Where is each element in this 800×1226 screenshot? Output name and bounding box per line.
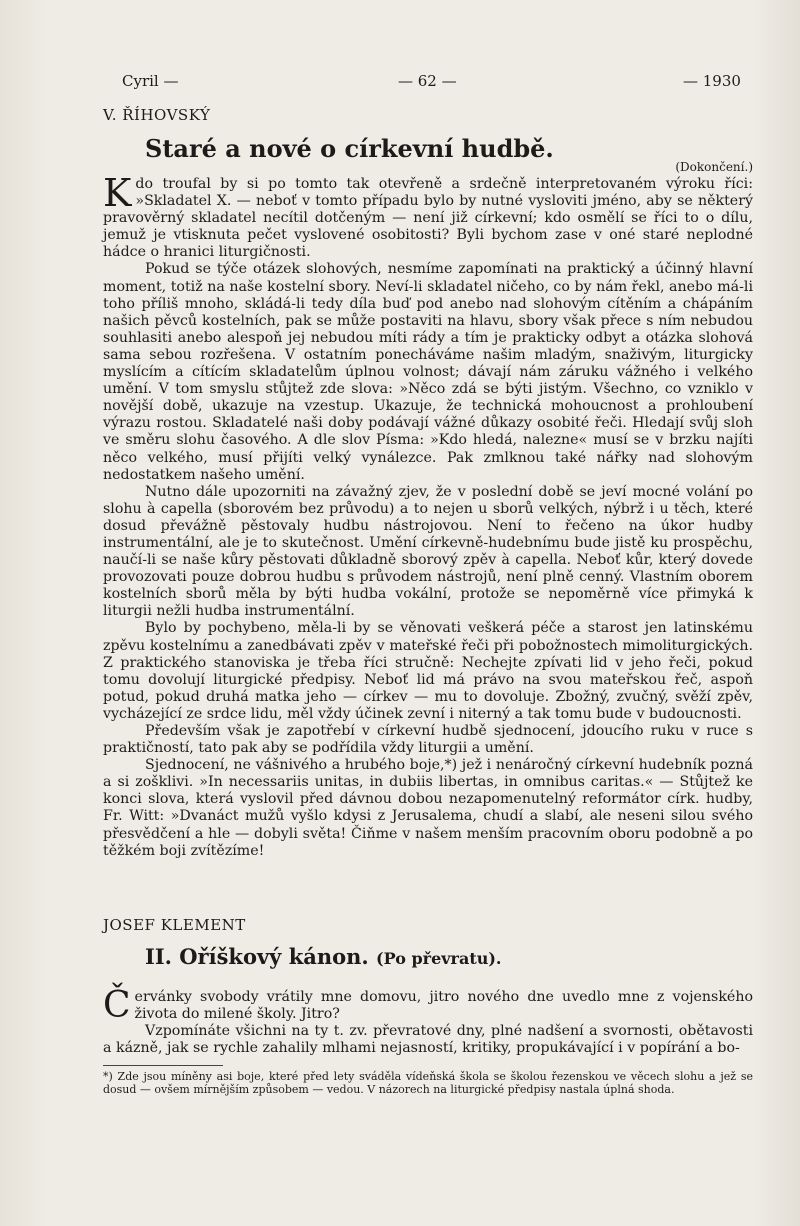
article-2-paragraph: Vzpomínáte všichni na ty t. zv. převratové dny, plné nadšení a svornosti, obětavosti a kázně, jak se rychle zahalily mlhami nejasností, kritiky, propukávající i v popírání a bo-: [103, 1022, 753, 1057]
article-1-paragraph: Bylo by pochybeno, měla-li by se věnovati veškerá péče a starost jen latinskému zpěvu kostelnímu a zanedbávati zpěv v mateřské řeči při pobožnostech mimoliturgických. Z praktického stanoviska je třeba říci stručně: Nechejte zpívati lid v jeho řeči, pokud tomu dovolují liturgické předpisy. Neboť lid má právo na svou mateřskou řeč, aspoň potud, pokud druhá matka jeho — církev — mu to dovoluje. Zbožný, zvučný, svěží zpěv, vycházející ze srdce lidu, měl vždy účinek zevní i niterný a tak tomu bude v budoucnosti.: [103, 620, 753, 722]
article-1-author: V. ŘÍHOVSKÝ: [103, 106, 211, 124]
article-2-title: [145, 944, 753, 969]
article-2-title-main: II. Oříškový kánon.: [145, 943, 369, 969]
article-2-title-sub: (Po převratu).: [376, 948, 502, 968]
continued-note: (Dokončení.): [675, 160, 753, 174]
article-1-paragraph: Sjednocení, ne vášnivého a hrubého boje,*) jež i nenáročný církevní hudebník pozná a si zošklivi. »In necessariis unitas, in dubiis libertas, in omnibus caritas.« — Stůjtež ke konci slova, která vyslovil před dávnou dobou nezapomenutelný reformátor círk. hudby, Fr. Witt: »Dvanáct mužů vyšlo kdysi z Jerusalema, chudí a slabí, ale neseni silou svého přesvědčení a hle — dobyli světa! Čiňme v našem menším pracovním oboru podobně a po těžkém boji zvítězíme!: [103, 757, 753, 859]
article-1-paragraph: Především však je zapotřebí v církevní hudbě sjednocení, jdoucího ruku v ruce s praktičností, tato pak aby se podřídila vždy liturgii a umění.: [103, 723, 753, 757]
article-1-paragraph: Pokud se týče otázek slohových, nesmíme zapomínati na praktický a účinný hlavní moment, totiž na naše kostelní sbory. Neví-li skladatel ničeho, co by nám řekl, anebo má-li toho příliš mnoho, skládá-li tedy díla buď pod anebo nad slohovým cítěním a chápáním našich pěvců kostelních, pak se může postaviti na hlavu, sbory však přece s ním nebudou souhlasiti anebo alespoň jej nebudou míti rády a tím je prakticky odbyt a otázka slohová sama sebou rozřešena. V ostatním ponecháváme našim mladým, snaživým, liturgicky myslícím a cítícím skladatelům úplnou volnost; dávají nám záruku vážného i velkého umění. V tom smyslu stůjtež zde slova: »Něco zdá se býti jistým. Všechno, co vzniklo v novější době, ukazuje na vzestup. Ukazuje, že technická mohoucnost a prohloubení výrazu rostou. Skladatelé naši doby podávají vážné důkazy osobité řeči. Hledají svůj sloh ve směru slohu časového. A dle slov Písma: »Kdo hledá, nalezne« musí se v brzku najíti něco velkého, musí přijíti velký vynálezce. Pak zmlknou také nářky nad slohovým nedostatkem našeho umění.: [103, 261, 753, 483]
footnote: *) Zde jsou míněny asi boje, které před lety sváděla vídeňská škola se školou řezenskou ve věcech slohu a jež se dosud — ovšem mírnějším způsobem — vedou. V názorech na liturgické předpisy nastala úplná shoda.: [103, 1070, 753, 1097]
footnote-divider: [103, 1065, 223, 1066]
article-1-paragraph: Nutno dále upozorniti na závažný zjev, že v poslední době se jeví mocné volání po slohu à capella (sborovém bez průvodu) a to nejen u sborů velkých, nýbrž i u těch, které dosud převážně pěstovaly hudbu nástrojovou. Není to řečeno na úkor hudby instrumentální, ale je to skutečnost. Umění církevně-hudebnímu bude jistě ku prospěchu, naučí-li se naše kůry pěstovati důkladně sborový zpěv à capella. Neboť kůr, který dovede provozovati pouze dobrou hudbu s průvodem nástrojů, není plně cenný. Vlastním oborem kostelních sborů měla by býti hudba vokální, protože se nepoměrně více přimyká k liturgii nežli hudba instrumentální.: [103, 483, 753, 620]
page-content: [103, 106, 753, 1107]
header-journal-name: Cyril —: [122, 72, 179, 90]
article-1-title: Staré a nové o církevní hudbě.: [145, 134, 554, 163]
article-1-title-row: [103, 128, 753, 176]
article-1: [103, 106, 753, 860]
article-1-paragraph: Kdo troufal by si po tomto tak otevřeně a srdečně interpretovaném výroku říci: »Skladatel X. — neboť v tomto případu bylo by nutné vysloviti jméno, aby se některý pravověrný skladatel necítil dotčeným — není již církevní; kdo osmělí se říci to o dílu, jemuž je vtisknuta pečet vyslovené osobitosti? Byli bychom zase v oné staré neplodné hádce o hranici liturgičnosti.: [103, 171, 753, 261]
header-year: — 1930: [683, 72, 741, 90]
article-2: [103, 916, 753, 1057]
article-2-author: JOSEF KLEMENT: [103, 915, 246, 934]
page-header: [0, 72, 800, 94]
article-2-paragraph: Červánky svobody vrátily mne domovu, jitro nového dne uvedlo mne z vojenského života do milené školy. Jitro?: [103, 984, 753, 1026]
page-number: — 62 —: [398, 72, 457, 90]
